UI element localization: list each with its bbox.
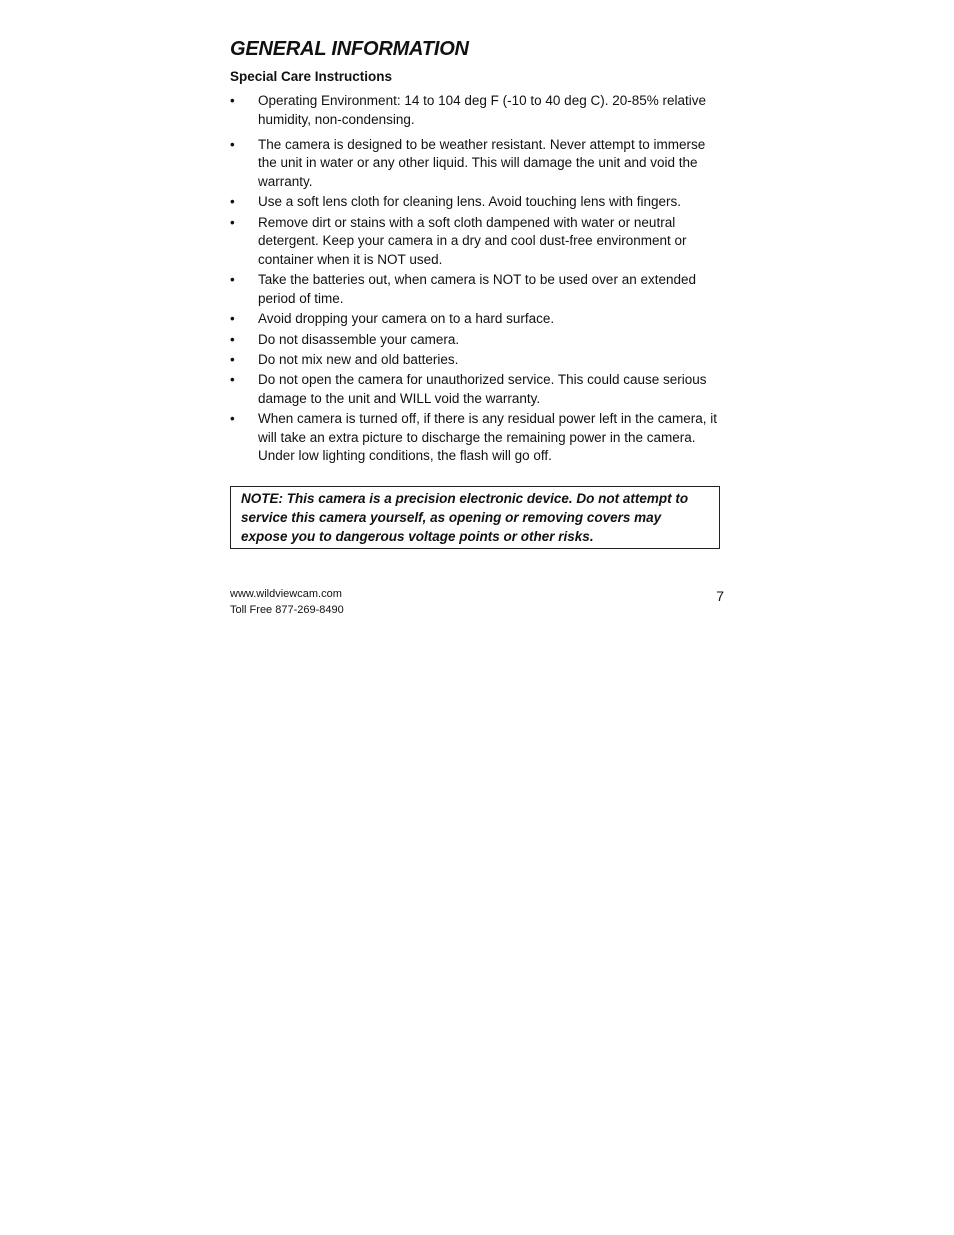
warning-note-text: NOTE: This camera is a precision electronic device. Do not attempt to service this camera yourself, as opening or removing covers may expose you to dangerous voltage points or other risks.	[241, 491, 689, 545]
footer-contact	[230, 587, 344, 618]
bullet-icon: •	[230, 214, 235, 230]
list-item-text: Remove dirt or stains with a soft cloth dampened with water or neutral detergent. Keep your camera in a dry and cool dust-free environment or container when it is NOT used.	[258, 214, 687, 268]
list-item	[230, 214, 722, 270]
bullet-icon: •	[230, 410, 235, 426]
list-item	[230, 371, 722, 409]
bullet-icon: •	[230, 331, 235, 347]
list-item	[230, 136, 722, 192]
list-item-text: Do not disassemble your camera.	[258, 331, 460, 347]
list-item-text: Avoid dropping your camera on to a hard surface.	[258, 311, 555, 327]
bullet-icon: •	[230, 194, 235, 210]
page-title: GENERAL INFORMATION	[230, 38, 469, 60]
footer-phone: Toll Free 877-269-8490	[230, 603, 344, 616]
list-item	[230, 193, 722, 212]
list-item	[230, 331, 722, 350]
section-heading: Special Care Instructions	[230, 69, 393, 84]
care-instructions-list	[230, 92, 722, 466]
bullet-icon: •	[230, 351, 235, 367]
list-item-text: When camera is turned off, if there is any residual power left in the camera, it will take an extra picture to discharge the remaining power in the camera. Under low lighting conditions, the flash will go off.	[258, 410, 717, 464]
page-footer	[230, 587, 724, 619]
bullet-icon: •	[230, 371, 235, 387]
page-number: 7	[716, 588, 724, 604]
list-item	[230, 410, 722, 466]
list-item	[230, 271, 722, 309]
list-item	[230, 92, 722, 130]
list-item	[230, 351, 722, 370]
warning-note-box	[230, 486, 720, 549]
bullet-icon: •	[230, 272, 235, 288]
list-item-text: The camera is designed to be weather resistant. Never attempt to immerse the unit in water or any other liquid. This will damage the unit and void the warranty.	[258, 136, 706, 190]
list-item-text: Do not mix new and old batteries.	[258, 351, 459, 367]
bullet-icon: •	[230, 311, 235, 327]
list-item-text: Operating Environment: 14 to 104 deg F (-10 to 40 deg C). 20-85% relative humidity, non-condensing.	[258, 93, 707, 127]
list-item-text: Use a soft lens cloth for cleaning lens. Avoid touching lens with fingers.	[258, 194, 681, 210]
document-page	[230, 36, 722, 549]
list-item-text: Do not open the camera for unauthorized service. This could cause serious damage to the unit and WILL void the warranty.	[258, 371, 707, 406]
bullet-icon: •	[230, 136, 235, 152]
bullet-icon: •	[230, 93, 235, 108]
list-item-text: Take the batteries out, when camera is NOT to be used over an extended period of time.	[258, 272, 697, 307]
footer-website: www.wildviewcam.com	[230, 588, 342, 600]
list-item	[230, 310, 722, 329]
